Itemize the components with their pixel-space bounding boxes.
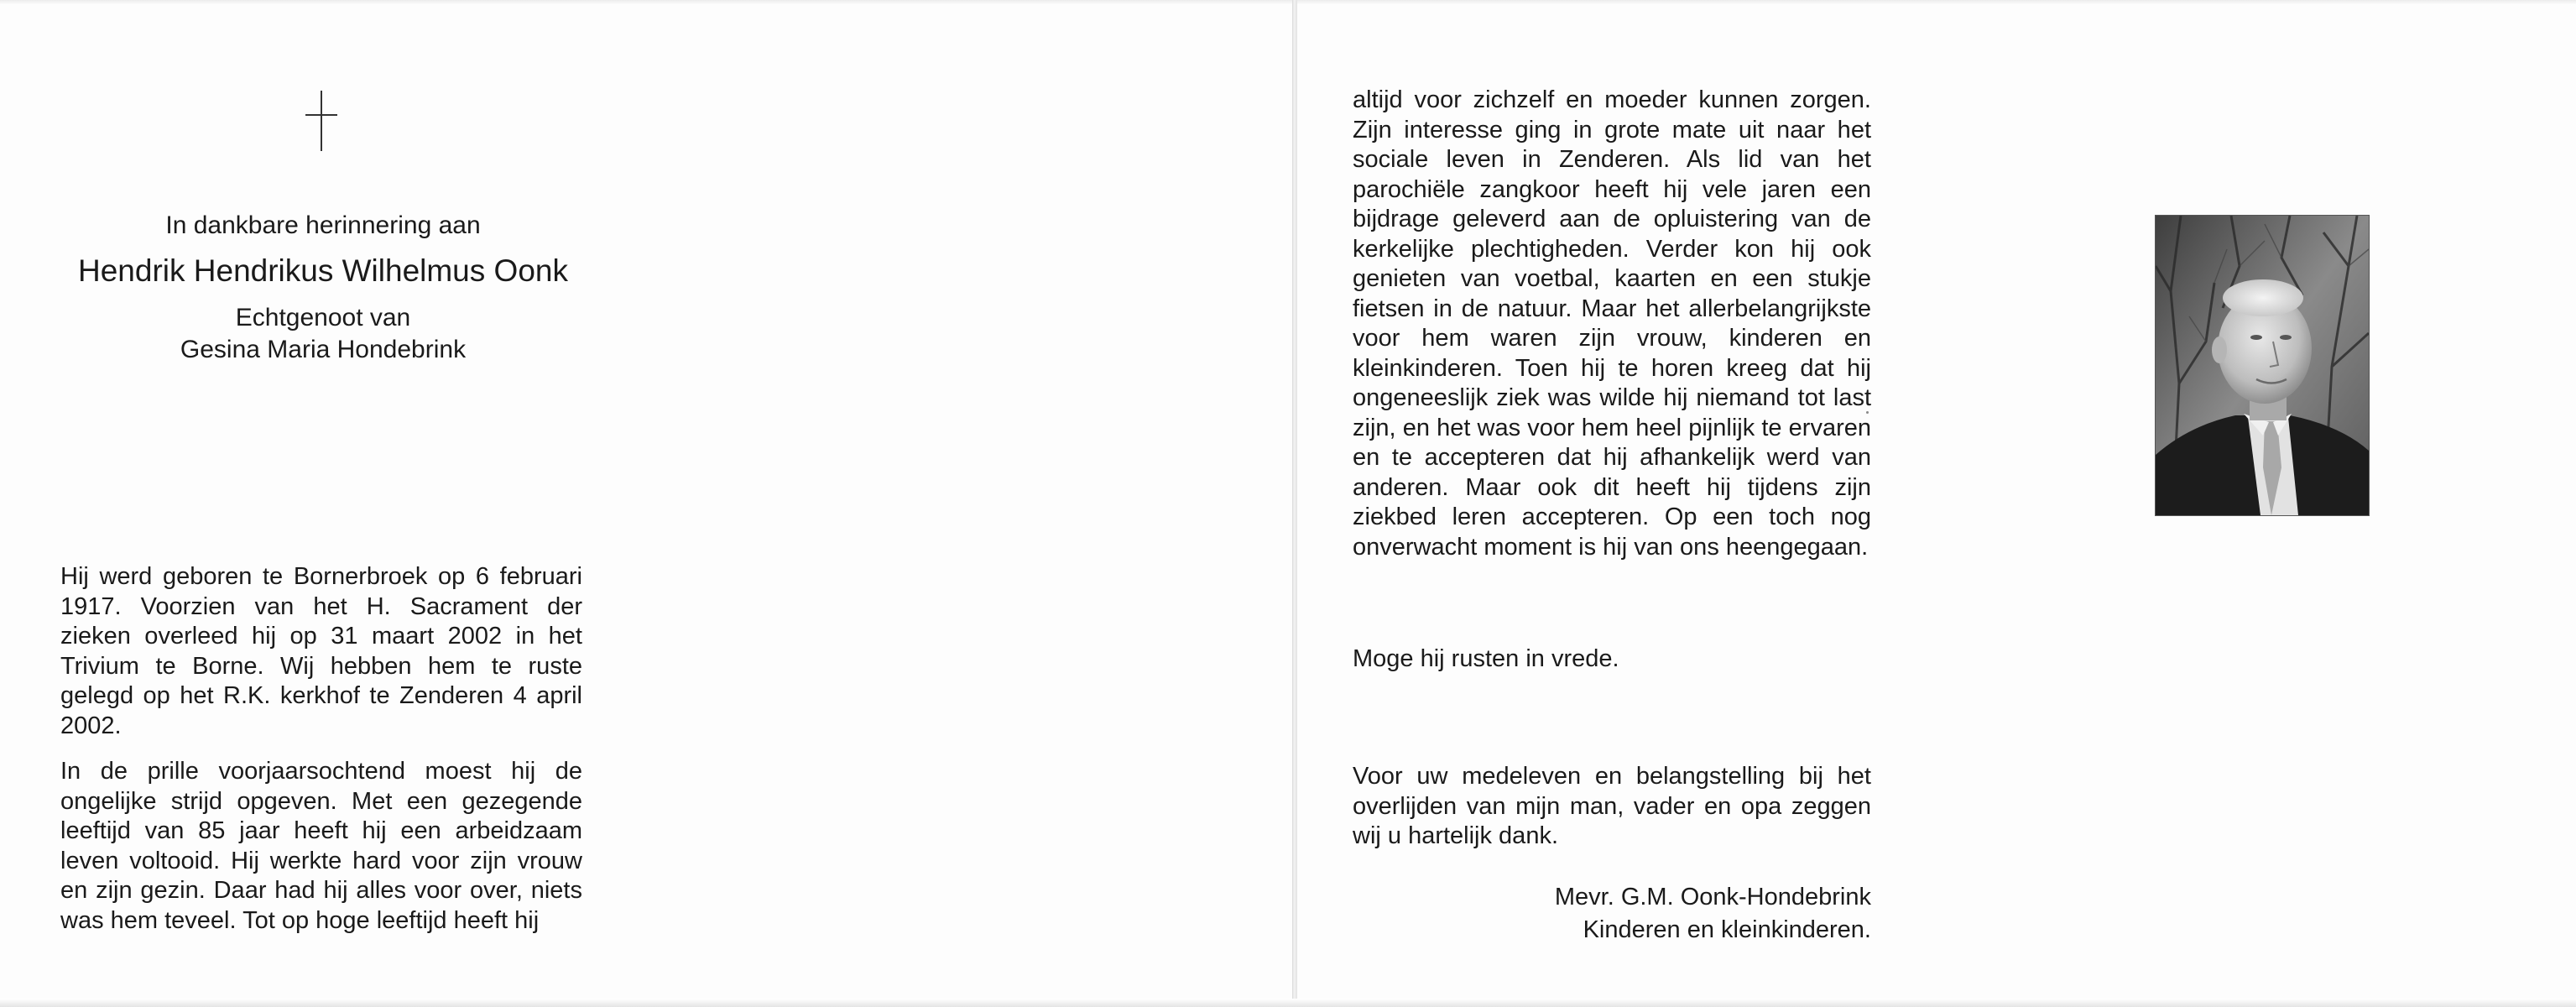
biography-paragraph-life: In de prille voorjaarsochtend moest hij de ongelijke strijd opgeven. Met een gezegende leeftijd van 85 jaar heeft hij een arbeidzaam leven voltooid. Hij werkte hard voor zijn vrouw en zijn gezin. Daar had hij alles voor over, niets was hem teveel. Tot op hoge leeftijd heeft hij (60, 758, 582, 934)
photo-panel (1299, 0, 2576, 1007)
biography-paragraph-continued: altijd voor zichzelf en moeder kunnen zorgen. Zijn interesse ging in grote mate uit naar het sociale leven in Zenderen. Als lid van het parochiële zangkoor heeft hij vele jaren een bijdrage geleverd aan de opluistering van de kerkelijke plechtigheden. Verder kon hij ook genieten van voetbal, kaarten en een stukje fietsen in de natuur. Maar het allerbelangrijkste voor hem waren zijn vrouw, kinderen en kleinkinderen. Toen hij te horen kreeg dat hij ongeneeslijk ziek was wilde hij niemand tot last zijn, en het was voor hem heel pijnlijk te ervaren en te accepteren dat hij afhankelijk werd van anderen. Maar ook dit heeft hij tijdens zijn ziekbed leren accepteren. Op een toch nog onverwacht moment is hij van ons heengegaan. (1353, 86, 1871, 561)
spouse-name: Gesina Maria Hondebrink (180, 336, 467, 363)
card-fold-line (1292, 0, 1297, 1007)
card-bottom-edge (0, 999, 2576, 1007)
cross-icon (305, 91, 337, 151)
spouse-label: Echtgenoot van (235, 304, 411, 331)
biography-paragraph-birth-death: Hij werd geboren te Bornerbroek op 6 februari 1917. Voorzien van het H. Sacrament der zieken overleed hij op 31 maart 2002 in het Trivium te Borne. Wij hebben hem te ruste gelegd op het R.K. kerkhof te Zenderen 4 april 2002. (60, 563, 582, 739)
paper-speck (1866, 411, 1869, 414)
left-text-panel (0, 0, 646, 1007)
thanks-paragraph: Voor uw medeleven en belangstelling bij het overlijden van mijn man, vader en opa zeggen wij u hartelijk dank. (1353, 763, 1871, 849)
prayer-line: Moge hij rusten in vrede. (1353, 645, 1619, 672)
intro-line: In dankbare herinnering aan (165, 211, 481, 239)
signature-family: Kinderen en kleinkinderen. (1583, 916, 1871, 943)
middle-text-panel (646, 0, 1871, 1007)
signature-widow: Mevr. G.M. Oonk-Hondebrink (1554, 884, 1871, 910)
deceased-name: Hendrik Hendrikus Wilhelmus Oonk (78, 253, 568, 288)
portrait-photo (2155, 215, 2370, 516)
